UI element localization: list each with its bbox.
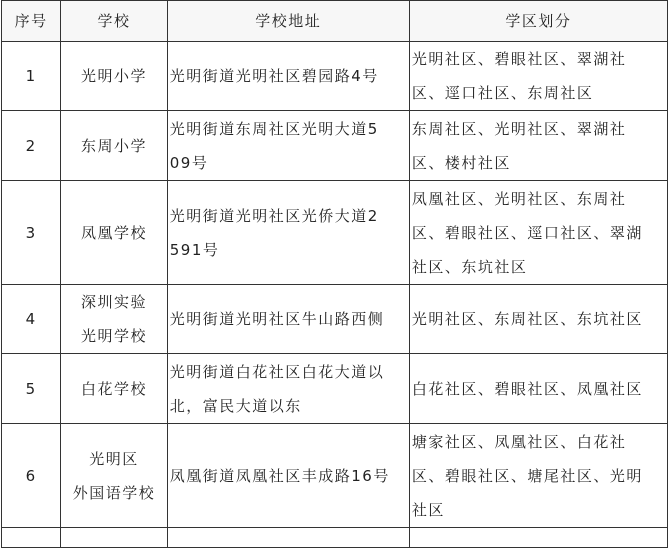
table-row — [2, 181, 668, 285]
cell-district-line: 区、楼村社区 — [411, 153, 511, 172]
cell-school-name-line: 凤凰学校 — [80, 223, 147, 242]
cell-empty — [167, 528, 409, 548]
cell-school-name-line: 光明学校 — [80, 327, 147, 345]
cell-school-name-line: 深圳实验 — [80, 293, 147, 311]
cell-address — [167, 181, 409, 285]
cell-district-line: 塘家社区、凤凰社区、白花社 — [411, 432, 627, 451]
cell-seq: 6 — [2, 424, 61, 528]
cell-district-line: 光明社区、碧眼社区、翠湖社 — [411, 50, 627, 68]
cell-school-name — [61, 111, 167, 181]
cell-school-name-line: 光明区 — [89, 449, 139, 468]
cell-school-name-line: 白花学校 — [80, 379, 147, 398]
cell-school-name — [61, 285, 167, 354]
cell-district-line: 社区 — [411, 500, 445, 519]
cell-district — [409, 111, 667, 181]
cell-district-line: 东周社区、光明社区、翠湖社 — [411, 119, 627, 138]
header-address: 学校地址 — [167, 1, 409, 42]
cell-district-line: 社区、东坑社区 — [411, 257, 528, 276]
cell-district-line: 区、逕口社区、东周社区 — [411, 84, 594, 102]
cell-address — [167, 111, 409, 181]
table-row — [2, 424, 668, 528]
cell-address — [167, 354, 409, 424]
cell-school-name — [61, 42, 167, 111]
table-row — [2, 354, 668, 424]
cell-empty — [409, 528, 667, 548]
cell-district — [409, 285, 667, 354]
cell-school-name-line: 东周小学 — [80, 136, 147, 155]
cell-empty — [61, 528, 167, 548]
cell-address — [167, 424, 409, 528]
cell-district-line: 区、碧眼社区、逕口社区、翠湖 — [411, 223, 643, 242]
table-row-partial — [2, 528, 668, 548]
cell-district — [409, 354, 667, 424]
table-row — [2, 111, 668, 181]
cell-district-line: 区、碧眼社区、塘尾社区、光明 — [411, 466, 643, 485]
header-district: 学区划分 — [409, 1, 667, 42]
cell-address — [167, 42, 409, 111]
cell-district-line: 光明社区、东周社区、东坑社区 — [411, 310, 643, 328]
header-school: 学校 — [61, 1, 167, 42]
cell-address — [167, 285, 409, 354]
table-body — [2, 42, 668, 548]
cell-school-name-line: 外国语学校 — [72, 483, 156, 502]
cell-address-line: 凤凰街道凤凰社区丰成路16号 — [169, 466, 390, 485]
cell-address-line: 09号 — [169, 153, 209, 172]
cell-seq: 1 — [2, 42, 61, 111]
cell-seq: 3 — [2, 181, 61, 285]
cell-district — [409, 42, 667, 111]
header-seq: 序号 — [2, 1, 61, 42]
cell-empty — [2, 528, 61, 548]
cell-address-line: 591号 — [169, 240, 220, 259]
cell-address-line: 光明街道白花社区白花大道以 — [169, 362, 385, 381]
cell-school-name — [61, 424, 167, 528]
cell-address-line: 光明街道光明社区碧园路4号 — [169, 67, 379, 85]
table-row — [2, 285, 668, 354]
cell-address-line: 光明街道东周社区光明大道5 — [169, 119, 379, 138]
cell-school-name — [61, 181, 167, 285]
cell-school-name-line: 光明小学 — [80, 67, 147, 85]
table-row — [2, 42, 668, 111]
cell-school-name — [61, 354, 167, 424]
cell-district-line: 白花社区、碧眼社区、凤凰社区 — [411, 379, 643, 398]
table-header-row — [2, 1, 668, 42]
cell-district — [409, 424, 667, 528]
cell-district — [409, 181, 667, 285]
cell-district-line: 凤凰社区、光明社区、东周社 — [411, 189, 627, 208]
cell-address-line: 北，富民大道以东 — [169, 396, 302, 415]
cell-address-line: 光明街道光明社区光侨大道2 — [169, 206, 379, 225]
school-district-table — [1, 0, 668, 548]
cell-seq: 5 — [2, 354, 61, 424]
cell-seq: 4 — [2, 285, 61, 354]
cell-seq: 2 — [2, 111, 61, 181]
cell-address-line: 光明街道光明社区牛山路西侧 — [169, 310, 385, 328]
